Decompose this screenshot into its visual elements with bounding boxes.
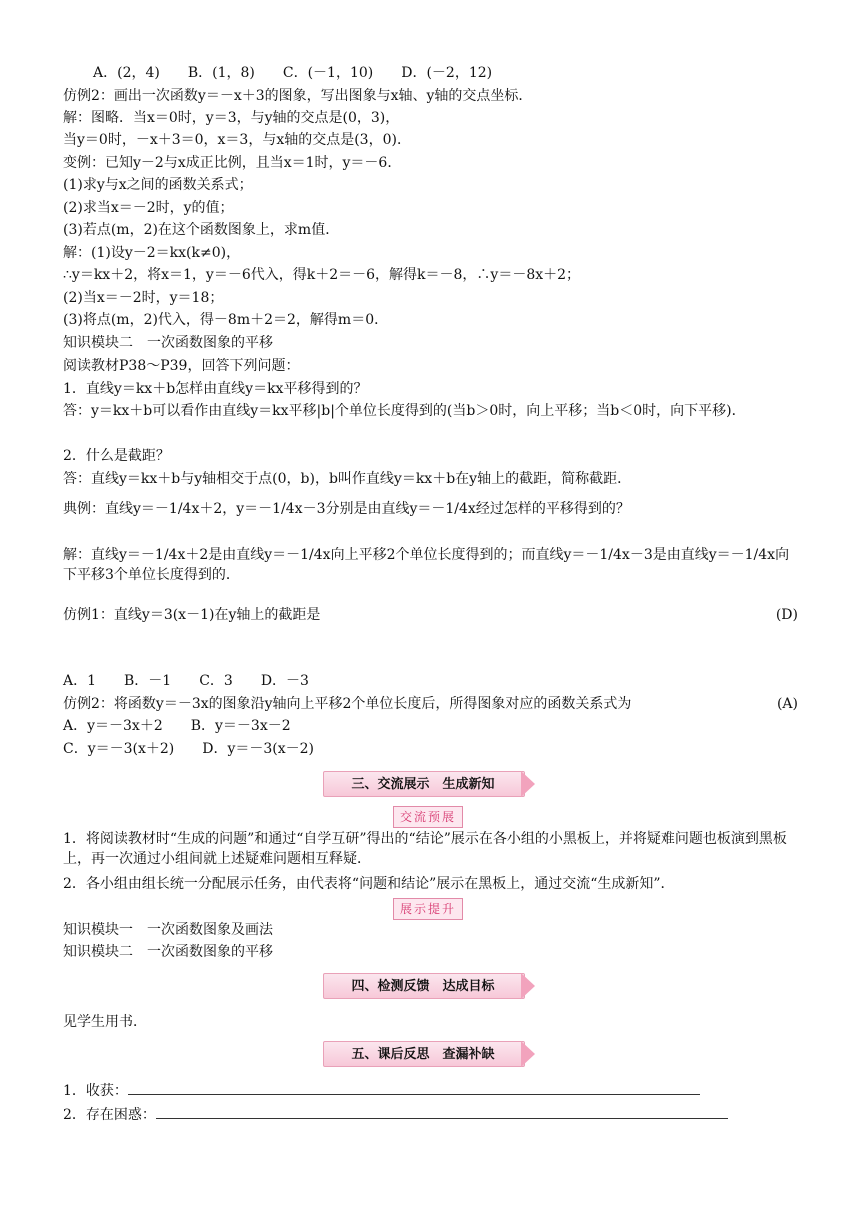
module-2-label: 知识模块二 一次函数图象的平移	[63, 944, 273, 960]
banner-title: 三、交流展示 生成新知	[351, 777, 495, 792]
variant-solution: (3)将点(m，2)代入，得－8m＋2＝2，解得m＝0．	[63, 312, 389, 328]
banner-title: 四、检测反馈 达成目标	[351, 979, 495, 994]
variant-part-1: (1)求y与x之间的函数关系式；	[63, 177, 253, 193]
variant-question: 变例：已知y－2与x成正比例，且当x＝1时，y＝－6．	[63, 155, 402, 171]
choices-line-2: A．1 B．－1 C．3 D．－3	[63, 673, 309, 689]
choices-line-4: C．y＝－3(x＋2) D．y＝－3(x－2)	[63, 741, 315, 757]
answer-label: (A)	[776, 696, 798, 712]
variant-part-3: (3)若点(m，2)在这个函数图象上，求m值．	[63, 222, 340, 238]
gain-blank[interactable]	[128, 1080, 700, 1095]
variant-solution: ∴y＝kx＋2，将x＝1，y＝－6代入，得k＋2＝－6，解得k＝－8，∴y＝－8x＋2；	[63, 267, 581, 283]
choices-line-1: A．(2，4) B．(1，8) C．(－1，10) D．(－2，12)	[93, 65, 493, 81]
typical-example: 典例：直线y＝－1/4x＋2，y＝－1/4x－3分别是由直线y＝－1/4x经过怎样的平移得到的？	[63, 501, 630, 517]
example-2b-question: 仿例2：将函数y＝－3x的图象沿y轴向上平移2个单位长度后，所得图象对应的函数关系式为	[63, 696, 632, 712]
example-2-question: 仿例2：画出一次函数y＝－x＋3的图象，写出图象与x轴、y轴的交点坐标．	[63, 88, 533, 104]
reading-instruction: 阅读教材P38～P39，回答下列问题：	[63, 358, 300, 374]
answer-label: (D)	[775, 607, 798, 623]
reflection-confusion	[63, 1104, 728, 1125]
solution-line: 解：图略．当x＝0时，y＝3，与y轴的交点是(0，3)，	[63, 110, 400, 126]
share-step-1: 1．将阅读教材时“生成的问题”和通过“自学互研”得出的“结论”展示在各小组的小黑板上，并将疑难问题也板演到黑板上，再一次通过小组间就上述疑难问题相互释疑．	[63, 831, 787, 867]
variant-part-2: (2)求当x＝－2时，y的值；	[63, 200, 234, 216]
variant-solution: (2)当x＝－2时，y＝18；	[63, 290, 224, 306]
choices-line-3: A．y＝－3x＋2 B．y＝－3x－2	[63, 718, 291, 734]
question-1: 1．直线y＝kx＋b怎样由直线y＝kx平移得到的？	[63, 381, 368, 397]
tag-display: 展示提升	[393, 898, 463, 920]
confusion-label: 2．存在困惑：	[63, 1107, 156, 1123]
tag-preview: 交流预展	[393, 806, 463, 828]
confusion-blank[interactable]	[156, 1104, 728, 1119]
variant-solution: 解：(1)设y－2＝kx(k≠0)，	[63, 245, 241, 261]
banner-title: 五、课后反思 查漏补缺	[351, 1047, 495, 1062]
answer-1: 答：y＝kx＋b可以看作由直线y＝kx平移|b|个单位长度得到的(当b＞0时，向上平移；当b＜0时，向下平移)．	[63, 403, 746, 419]
answer-2: 答：直线y＝kx＋b与y轴相交于点(0，b)，b叫作直线y＝kx＋b在y轴上的截距，简称截距．	[63, 471, 632, 487]
section-banner-5	[323, 1041, 535, 1067]
reflection-gain	[63, 1080, 700, 1101]
section-banner-4	[323, 973, 535, 999]
share-step-2: 2．各小组由组长统一分配展示任务，由代表将“问题和结论”展示在黑板上，通过交流“生成新知”．	[63, 876, 675, 892]
gain-label: 1．收获：	[63, 1083, 128, 1099]
module-1-label: 知识模块一 一次函数图象及画法	[63, 922, 273, 938]
module-2-heading: 知识模块二 一次函数图象的平移	[63, 335, 273, 351]
section-banner-3	[323, 771, 535, 797]
typical-solution: 解：直线y＝－1/4x＋2是由直线y＝－1/4x向上平移2个单位长度得到的；而直线y＝－1/4x－3是由直线y＝－1/4x向下平移3个单位长度得到的．	[63, 547, 790, 583]
question-2: 2．什么是截距？	[63, 448, 170, 464]
solution-line: 当y＝0时，－x＋3＝0，x＝3，与x轴的交点是(3，0)．	[63, 132, 411, 148]
feedback-text: 见学生用书．	[63, 1014, 147, 1030]
example-1-question: 仿例1：直线y＝3(x－1)在y轴上的截距是	[63, 607, 321, 623]
